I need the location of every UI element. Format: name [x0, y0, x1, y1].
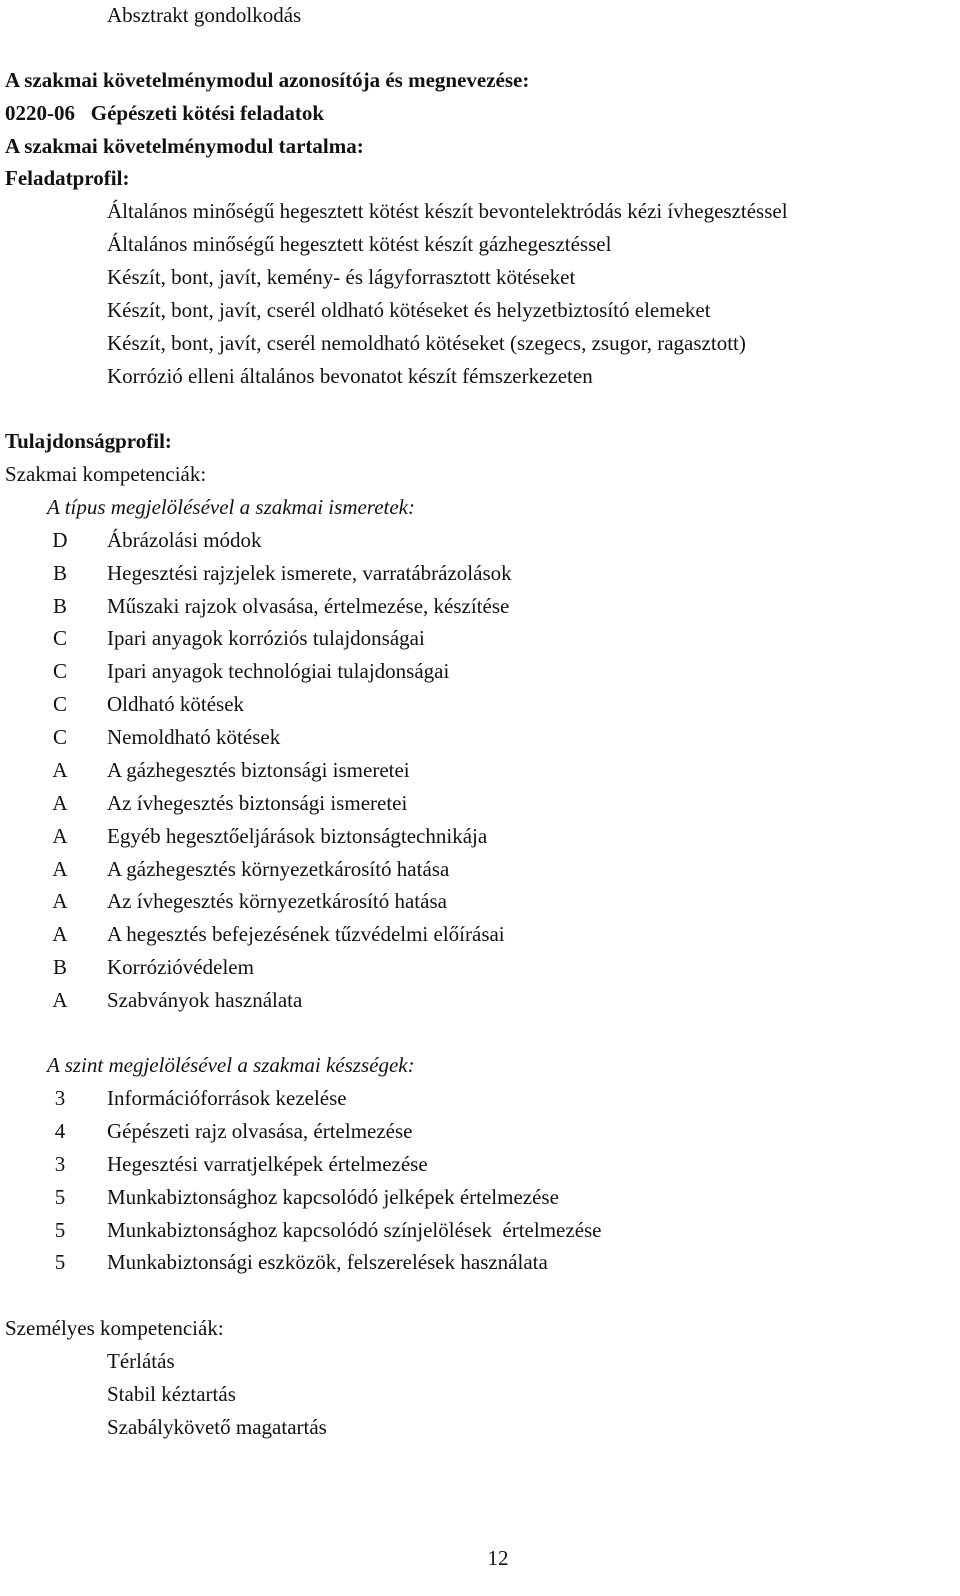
skill-level: 5	[54, 1250, 66, 1274]
knowledge-text: Egyéb hegesztőeljárások biztonságtechnikája	[107, 824, 488, 848]
skill-level: 3	[54, 1086, 66, 1110]
knowledge-text: Hegesztési rajzjelek ismerete, varratábrázolások	[107, 561, 512, 585]
module-id-value: 0220-06 Gépészeti kötési feladatok	[5, 101, 325, 125]
property-profile-heading: Tulajdonságprofil:	[5, 429, 172, 453]
professional-competencies-label: Szakmai kompetenciák:	[5, 462, 207, 486]
skill-text: Információforrások kezelése	[107, 1086, 347, 1110]
knowledge-grade: C	[52, 725, 67, 749]
knowledge-text: A gázhegesztés biztonsági ismeretei	[107, 758, 410, 782]
knowledge-grade: B	[52, 594, 67, 618]
knowledge-text: A gázhegesztés környezetkárosító hatása	[107, 857, 450, 881]
knowledge-text: A hegesztés befejezésének tűzvédelmi előírásai	[107, 922, 505, 946]
personal-competency: Szabálykövető magatartás	[107, 1415, 327, 1439]
task-profile-item: Általános minőségű hegesztett kötést készít gázhegesztéssel	[107, 232, 612, 256]
knowledge-text: Ipari anyagok korróziós tulajdonságai	[107, 626, 425, 650]
skill-text: Munkabiztonsághoz kapcsolódó színjelölések értelmezése	[107, 1218, 602, 1242]
skills-heading: A szint megjelölésével a szakmai készségek:	[47, 1053, 415, 1077]
module-content-heading: A szakmai követelménymodul tartalma:	[5, 134, 364, 158]
knowledge-text: Az ívhegesztés környezetkárosító hatása	[107, 889, 447, 913]
task-profile-item: Általános minőségű hegesztett kötést készít bevontelektródás kézi ívhegesztéssel	[107, 199, 788, 223]
skill-text: Munkabiztonsághoz kapcsolódó jelképek értelmezése	[107, 1185, 559, 1209]
knowledge-grade: A	[52, 791, 68, 815]
knowledge-grade: D	[52, 528, 68, 552]
knowledge-grade: A	[52, 988, 68, 1012]
knowledge-grade: B	[52, 955, 67, 979]
task-profile-item: Készít, bont, javít, kemény- és lágyforrasztott kötéseket	[107, 265, 576, 289]
task-profile-heading: Feladatprofil:	[5, 166, 130, 190]
knowledge-text: Szabványok használata	[107, 988, 303, 1012]
task-profile-item: Korrózió elleni általános bevonatot készít fémszerkezeten	[107, 364, 593, 388]
knowledge-grade: C	[52, 626, 67, 650]
knowledge-grade: A	[52, 889, 68, 913]
knowledge-text: Nemoldható kötések	[107, 725, 281, 749]
knowledge-text: Műszaki rajzok olvasása, értelmezése, készítése	[107, 594, 510, 618]
personal-competencies-label: Személyes kompetenciák:	[5, 1316, 224, 1340]
skill-text: Munkabiztonsági eszközök, felszerelések használata	[107, 1250, 548, 1274]
knowledge-text: Az ívhegesztés biztonsági ismeretei	[107, 791, 408, 815]
knowledge-grade: A	[52, 824, 68, 848]
personal-competency: Stabil kéztartás	[107, 1382, 236, 1406]
knowledge-text: Ipari anyagok technológiai tulajdonságai	[107, 659, 450, 683]
knowledge-text: Korrózióvédelem	[107, 955, 254, 979]
knowledge-text: Ábrázolási módok	[107, 528, 262, 552]
knowledge-grade: C	[52, 692, 67, 716]
module-id-heading: A szakmai követelménymodul azonosítója és megnevezése:	[5, 68, 530, 92]
task-profile-item: Készít, bont, javít, cserél nemoldható kötéseket (szegecs, zsugor, ragasztott)	[107, 331, 746, 355]
knowledge-grade: C	[52, 659, 67, 683]
skill-text: Gépészeti rajz olvasása, értelmezése	[107, 1119, 413, 1143]
top-item: Absztrakt gondolkodás	[107, 3, 302, 27]
personal-competency: Térlátás	[107, 1349, 175, 1373]
knowledge-heading: A típus megjelölésével a szakmai ismeretek:	[47, 495, 415, 519]
skill-level: 5	[54, 1185, 66, 1209]
task-profile-item: Készít, bont, javít, cserél oldható kötéseket és helyzetbiztosító elemeket	[107, 298, 711, 322]
knowledge-grade: A	[52, 922, 68, 946]
skill-text: Hegesztési varratjelképek értelmezése	[107, 1152, 428, 1176]
page-number: 12	[487, 1546, 509, 1570]
knowledge-grade: B	[52, 561, 67, 585]
knowledge-grade: A	[52, 758, 68, 782]
knowledge-text: Oldható kötések	[107, 692, 245, 716]
skill-level: 5	[54, 1218, 66, 1242]
knowledge-grade: A	[52, 857, 68, 881]
skill-level: 4	[54, 1119, 66, 1143]
skill-level: 3	[54, 1152, 66, 1176]
